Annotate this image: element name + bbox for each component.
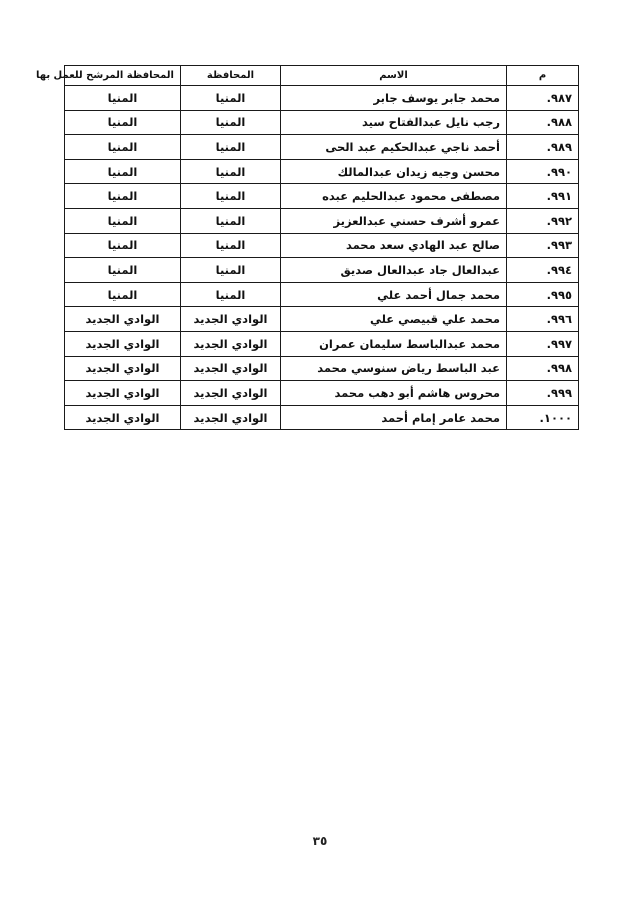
row-name: عبدالعال جاد عبدالعال صديق bbox=[281, 258, 507, 283]
table-row bbox=[65, 208, 579, 233]
header-candidate-governorate: المحافظة المرشح للعمل بها bbox=[65, 66, 181, 86]
row-number: ٩٩٧. bbox=[507, 331, 579, 356]
header-name: الاسم bbox=[281, 66, 507, 86]
row-name: محمد علي قبيصي علي bbox=[281, 307, 507, 332]
row-number: ٩٨٧. bbox=[507, 86, 579, 111]
row-number: ٩٨٩. bbox=[507, 135, 579, 160]
row-name: محسن وجيه زيدان عبدالمالك bbox=[281, 159, 507, 184]
row-governorate: الوادي الجديد bbox=[181, 331, 281, 356]
row-candidate-governorate: الوادي الجديد bbox=[65, 356, 181, 381]
row-governorate: المنيا bbox=[181, 282, 281, 307]
row-name: رجب نايل عبدالفتاح سيد bbox=[281, 110, 507, 135]
row-governorate: المنيا bbox=[181, 208, 281, 233]
row-candidate-governorate: المنيا bbox=[65, 208, 181, 233]
row-name: محمد عبدالباسط سليمان عمران bbox=[281, 331, 507, 356]
row-name: مصطفى محمود عبدالحليم عبده bbox=[281, 184, 507, 209]
table-row bbox=[65, 233, 579, 258]
row-name: محمد جابر يوسف جابر bbox=[281, 86, 507, 111]
row-governorate: المنيا bbox=[181, 159, 281, 184]
table-body bbox=[65, 86, 579, 430]
row-name: محروس هاشم أبو دهب محمد bbox=[281, 381, 507, 406]
table-row bbox=[65, 184, 579, 209]
table-row bbox=[65, 159, 579, 184]
table-row bbox=[65, 356, 579, 381]
row-name: محمد جمال أحمد علي bbox=[281, 282, 507, 307]
row-name: صالح عبد الهادي سعد محمد bbox=[281, 233, 507, 258]
row-name: عمرو أشرف حسني عبدالعزيز bbox=[281, 208, 507, 233]
row-number: ٩٩٤. bbox=[507, 258, 579, 283]
table-row bbox=[65, 331, 579, 356]
row-number: ٩٩٩. bbox=[507, 381, 579, 406]
table-row bbox=[65, 381, 579, 406]
row-name: محمد عامر إمام أحمد bbox=[281, 405, 507, 430]
row-candidate-governorate: الوادي الجديد bbox=[65, 381, 181, 406]
row-governorate: المنيا bbox=[181, 233, 281, 258]
row-governorate: المنيا bbox=[181, 110, 281, 135]
row-number: ٩٩٦. bbox=[507, 307, 579, 332]
header-row bbox=[65, 66, 579, 86]
row-number: ٩٩٨. bbox=[507, 356, 579, 381]
row-number: ٩٩٢. bbox=[507, 208, 579, 233]
row-number: ١٠٠٠. bbox=[507, 405, 579, 430]
header-governorate: المحافظة bbox=[181, 66, 281, 86]
table-row bbox=[65, 86, 579, 111]
row-number: ٩٨٨. bbox=[507, 110, 579, 135]
candidates-table bbox=[35, 65, 579, 430]
row-candidate-governorate: المنيا bbox=[65, 233, 181, 258]
row-governorate: المنيا bbox=[181, 184, 281, 209]
page-number: ٣٥ bbox=[312, 834, 328, 848]
row-governorate: المنيا bbox=[181, 135, 281, 160]
row-candidate-governorate: الوادي الجديد bbox=[65, 307, 181, 332]
row-governorate: الوادي الجديد bbox=[181, 381, 281, 406]
row-name: أحمد ناجي عبدالحكيم عبد الحى bbox=[281, 135, 507, 160]
row-name: عبد الباسط رياض سنوسي محمد bbox=[281, 356, 507, 381]
row-governorate: المنيا bbox=[181, 86, 281, 111]
row-candidate-governorate: المنيا bbox=[65, 86, 181, 111]
table-header bbox=[35, 66, 579, 86]
row-governorate: المنيا bbox=[181, 258, 281, 283]
table-row bbox=[65, 258, 579, 283]
table-row bbox=[65, 135, 579, 160]
table-row bbox=[65, 282, 579, 307]
row-candidate-governorate: المنيا bbox=[65, 110, 181, 135]
row-candidate-governorate: المنيا bbox=[65, 258, 181, 283]
row-candidate-governorate: المنيا bbox=[65, 282, 181, 307]
table-row bbox=[65, 405, 579, 430]
row-candidate-governorate: الوادي الجديد bbox=[65, 331, 181, 356]
table-row bbox=[65, 307, 579, 332]
header-number: م bbox=[507, 66, 579, 86]
row-number: ٩٩٠. bbox=[507, 159, 579, 184]
row-candidate-governorate: الوادي الجديد bbox=[65, 405, 181, 430]
row-governorate: الوادي الجديد bbox=[181, 405, 281, 430]
row-number: ٩٩٥. bbox=[507, 282, 579, 307]
row-candidate-governorate: المنيا bbox=[65, 159, 181, 184]
table-row bbox=[65, 110, 579, 135]
row-governorate: الوادي الجديد bbox=[181, 307, 281, 332]
row-candidate-governorate: المنيا bbox=[65, 135, 181, 160]
row-number: ٩٩١. bbox=[507, 184, 579, 209]
row-candidate-governorate: المنيا bbox=[65, 184, 181, 209]
row-number: ٩٩٣. bbox=[507, 233, 579, 258]
row-governorate: الوادي الجديد bbox=[181, 356, 281, 381]
